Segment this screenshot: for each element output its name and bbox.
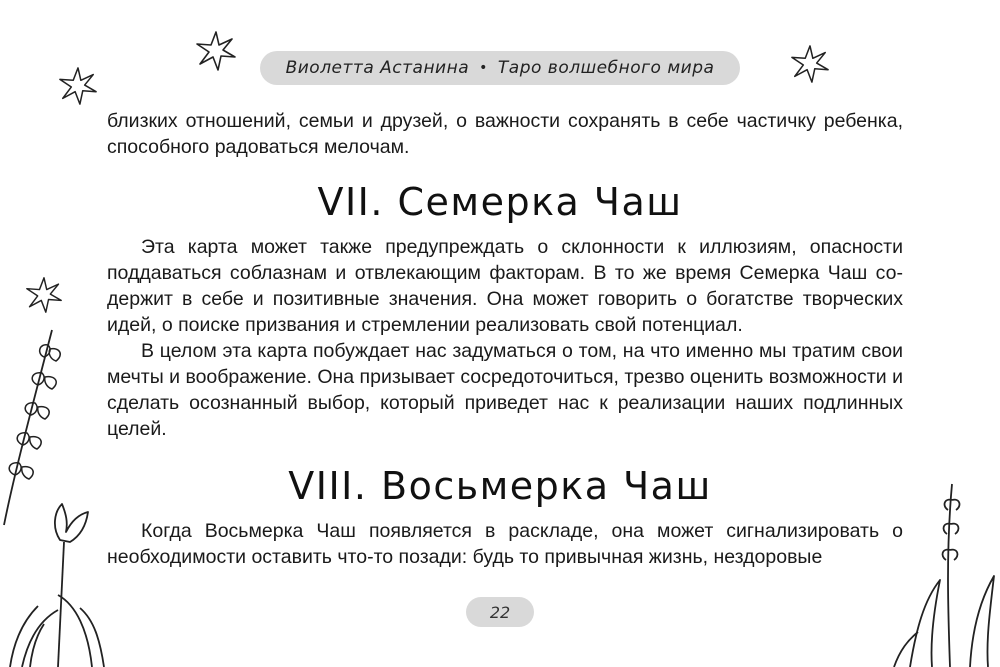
paragraph: В целом эта карта побуждает нас задуматься о том, на что именно мы тратим свои мечты и воображение. Она призывает сосредоточиться, трезво оценить возможности и сделать осознанный выбор, который приведет нас к реализации наших подлинных целей. xyxy=(107,340,904,440)
tulip-doodle-icon xyxy=(0,500,120,667)
paragraph: Эта карта может также предупреждать о склонности к иллюзиям, опасности поддаваться соблазнам и отвлекающим факторам. В то же время Семерка Чаш содержит в себе и позитивные значения. Она может говорить о богатстве творческих идей, о поиске призвания и стремлении реализовать свой потенциал. xyxy=(107,236,903,336)
star-doodle-icon xyxy=(195,30,237,72)
grass-blade-icon xyxy=(890,480,1000,667)
author-name: Виолетта Астанина xyxy=(285,58,470,78)
paragraph: Когда Восьмерка Чаш появляется в раскладе, она может сигнализировать о необходимости оставить что-то позади: будь то привычная жизнь, нездоровые xyxy=(107,520,903,568)
intro-text xyxy=(107,108,903,160)
page-number-label: 22 xyxy=(489,602,511,622)
intro-paragraph: близких отношений, семьи и друзей, о важности сохранять в себе частичку ребенка, способного радоваться мелочам. xyxy=(107,110,903,158)
page-number xyxy=(466,597,534,627)
star-doodle-icon xyxy=(25,276,63,314)
star-doodle-icon xyxy=(790,44,830,84)
section-viii-body xyxy=(107,518,903,570)
section-vii-body xyxy=(107,234,903,442)
header-separator: • xyxy=(479,60,488,76)
star-doodle-icon xyxy=(58,66,98,106)
book-title: Таро волшебного мира xyxy=(497,58,715,78)
section-heading-vii: VII. Семерка Чаш xyxy=(317,180,683,224)
running-header xyxy=(260,51,740,85)
section-heading-viii: VIII. Восьмерка Чаш xyxy=(288,464,712,508)
